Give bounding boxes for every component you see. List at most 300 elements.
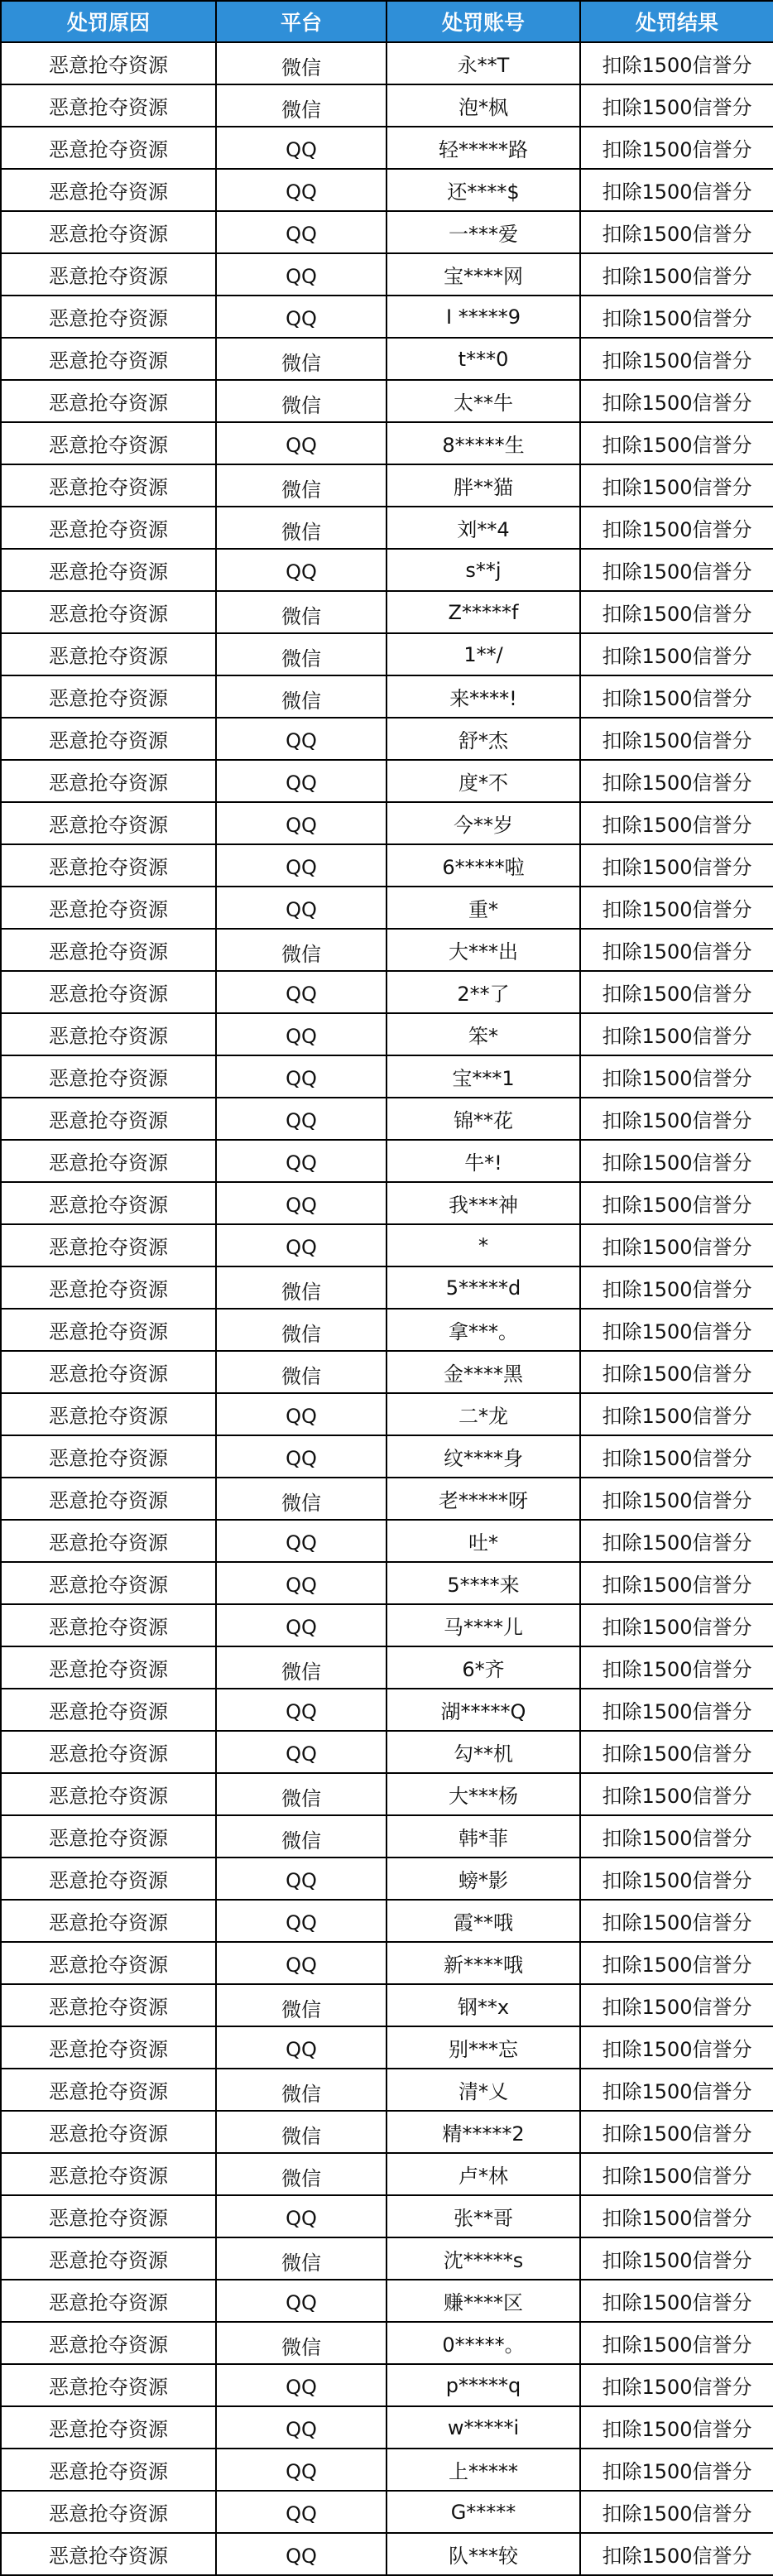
header-platform: 平台	[216, 1, 386, 42]
cell-result: 扣除1500信誉分	[580, 929, 773, 971]
table-row	[1, 1562, 773, 1604]
table-row	[1, 2280, 773, 2322]
cell-platform: QQ	[216, 760, 386, 802]
cell-result: 扣除1500信誉分	[580, 887, 773, 929]
cell-result: 扣除1500信誉分	[580, 2237, 773, 2280]
cell-account: 永**T	[386, 42, 580, 84]
cell-reason: 恶意抢夺资源	[1, 1055, 216, 1098]
cell-platform: 微信	[216, 1309, 386, 1351]
cell-result: 扣除1500信誉分	[580, 1351, 773, 1393]
cell-platform: QQ	[216, 1013, 386, 1055]
cell-platform: QQ	[216, 2364, 386, 2406]
cell-result: 扣除1500信誉分	[580, 42, 773, 84]
cell-result: 扣除1500信誉分	[580, 591, 773, 633]
table-row	[1, 1478, 773, 1520]
cell-platform: QQ	[216, 169, 386, 211]
cell-account: 5****来	[386, 1562, 580, 1604]
cell-account: *	[386, 1224, 580, 1266]
cell-account: 精*****2	[386, 2111, 580, 2153]
cell-reason: 恶意抢夺资源	[1, 887, 216, 929]
cell-platform: QQ	[216, 1393, 386, 1435]
table-row	[1, 2111, 773, 2153]
table-row	[1, 633, 773, 675]
cell-account: 一***爱	[386, 211, 580, 253]
table-row	[1, 1140, 773, 1182]
cell-platform: QQ	[216, 2491, 386, 2533]
cell-reason: 恶意抢夺资源	[1, 971, 216, 1013]
penalty-table-body	[1, 42, 773, 2575]
cell-account: 清*乂	[386, 2069, 580, 2111]
cell-result: 扣除1500信誉分	[580, 718, 773, 760]
cell-reason: 恶意抢夺资源	[1, 1098, 216, 1140]
table-row	[1, 380, 773, 422]
cell-platform: QQ	[216, 2026, 386, 2069]
cell-reason: 恶意抢夺资源	[1, 380, 216, 422]
cell-reason: 恶意抢夺资源	[1, 127, 216, 169]
table-row	[1, 1984, 773, 2026]
cell-reason: 恶意抢夺资源	[1, 1478, 216, 1520]
cell-platform: 微信	[216, 1646, 386, 1689]
cell-reason: 恶意抢夺资源	[1, 1520, 216, 1562]
cell-platform: QQ	[216, 1604, 386, 1646]
cell-reason: 恶意抢夺资源	[1, 2280, 216, 2322]
cell-platform: QQ	[216, 1435, 386, 1478]
cell-reason: 恶意抢夺资源	[1, 2069, 216, 2111]
table-row	[1, 929, 773, 971]
table-row	[1, 549, 773, 591]
cell-account: 湖*****Q	[386, 1689, 580, 1731]
table-row	[1, 1182, 773, 1224]
cell-account: t***0	[386, 338, 580, 380]
cell-account: 太**牛	[386, 380, 580, 422]
cell-reason: 恶意抢夺资源	[1, 42, 216, 84]
cell-account: 度*不	[386, 760, 580, 802]
cell-reason: 恶意抢夺资源	[1, 591, 216, 633]
table-row	[1, 507, 773, 549]
table-row	[1, 1942, 773, 1984]
cell-result: 扣除1500信誉分	[580, 1942, 773, 1984]
table-row	[1, 1351, 773, 1393]
cell-account: 今**岁	[386, 802, 580, 844]
cell-reason: 恶意抢夺资源	[1, 2026, 216, 2069]
table-row	[1, 844, 773, 887]
cell-result: 扣除1500信誉分	[580, 211, 773, 253]
table-row	[1, 253, 773, 296]
cell-result: 扣除1500信誉分	[580, 1435, 773, 1478]
cell-reason: 恶意抢夺资源	[1, 84, 216, 127]
cell-account: 轻*****路	[386, 127, 580, 169]
cell-account: 大***杨	[386, 1773, 580, 1815]
cell-platform: 微信	[216, 2069, 386, 2111]
cell-account: p*****q	[386, 2364, 580, 2406]
cell-reason: 恶意抢夺资源	[1, 1858, 216, 1900]
penalty-table-header	[1, 1, 773, 42]
cell-platform: QQ	[216, 2406, 386, 2449]
cell-reason: 恶意抢夺资源	[1, 1351, 216, 1393]
cell-account: 卢*林	[386, 2153, 580, 2195]
cell-result: 扣除1500信誉分	[580, 1815, 773, 1858]
cell-platform: QQ	[216, 2533, 386, 2575]
table-row	[1, 2449, 773, 2491]
cell-account: 马****儿	[386, 1604, 580, 1646]
cell-result: 扣除1500信誉分	[580, 633, 773, 675]
table-row	[1, 1815, 773, 1858]
table-row	[1, 1604, 773, 1646]
cell-result: 扣除1500信誉分	[580, 1858, 773, 1900]
cell-result: 扣除1500信誉分	[580, 1013, 773, 1055]
cell-result: 扣除1500信誉分	[580, 675, 773, 718]
cell-result: 扣除1500信誉分	[580, 1055, 773, 1098]
cell-reason: 恶意抢夺资源	[1, 2533, 216, 2575]
table-row	[1, 2153, 773, 2195]
table-row	[1, 2069, 773, 2111]
cell-reason: 恶意抢夺资源	[1, 1984, 216, 2026]
cell-reason: 恶意抢夺资源	[1, 929, 216, 971]
cell-account: 钢**x	[386, 1984, 580, 2026]
cell-account: 沈*****s	[386, 2237, 580, 2280]
cell-platform: QQ	[216, 1731, 386, 1773]
table-row	[1, 760, 773, 802]
header-reason: 处罚原因	[1, 1, 216, 42]
cell-account: 队***较	[386, 2533, 580, 2575]
cell-result: 扣除1500信誉分	[580, 127, 773, 169]
cell-account: 笨*	[386, 1013, 580, 1055]
cell-result: 扣除1500信誉分	[580, 507, 773, 549]
table-row	[1, 1013, 773, 1055]
cell-reason: 恶意抢夺资源	[1, 1689, 216, 1731]
cell-platform: QQ	[216, 1098, 386, 1140]
cell-reason: 恶意抢夺资源	[1, 1224, 216, 1266]
cell-platform: QQ	[216, 253, 386, 296]
cell-account: I *****9	[386, 296, 580, 338]
cell-platform: QQ	[216, 1055, 386, 1098]
table-row	[1, 1900, 773, 1942]
cell-result: 扣除1500信誉分	[580, 1140, 773, 1182]
cell-platform: QQ	[216, 422, 386, 464]
cell-result: 扣除1500信誉分	[580, 2322, 773, 2364]
table-row	[1, 1055, 773, 1098]
cell-result: 扣除1500信誉分	[580, 1224, 773, 1266]
cell-result: 扣除1500信誉分	[580, 2491, 773, 2533]
cell-result: 扣除1500信誉分	[580, 1646, 773, 1689]
cell-result: 扣除1500信誉分	[580, 844, 773, 887]
cell-result: 扣除1500信誉分	[580, 1098, 773, 1140]
cell-result: 扣除1500信誉分	[580, 169, 773, 211]
cell-platform: 微信	[216, 1351, 386, 1393]
cell-account: 重*	[386, 887, 580, 929]
cell-platform: QQ	[216, 844, 386, 887]
cell-reason: 恶意抢夺资源	[1, 844, 216, 887]
cell-account: 赚****区	[386, 2280, 580, 2322]
cell-reason: 恶意抢夺资源	[1, 802, 216, 844]
table-row	[1, 1224, 773, 1266]
cell-result: 扣除1500信誉分	[580, 464, 773, 507]
table-row	[1, 422, 773, 464]
cell-reason: 恶意抢夺资源	[1, 464, 216, 507]
cell-result: 扣除1500信誉分	[580, 2406, 773, 2449]
cell-account: 老*****呀	[386, 1478, 580, 1520]
table-row	[1, 2237, 773, 2280]
header-account: 处罚账号	[386, 1, 580, 42]
cell-platform: 微信	[216, 380, 386, 422]
cell-account: 5*****d	[386, 1266, 580, 1309]
cell-reason: 恶意抢夺资源	[1, 2406, 216, 2449]
cell-platform: 微信	[216, 1478, 386, 1520]
cell-account: Z*****f	[386, 591, 580, 633]
cell-reason: 恶意抢夺资源	[1, 338, 216, 380]
cell-platform: 微信	[216, 2322, 386, 2364]
cell-reason: 恶意抢夺资源	[1, 2322, 216, 2364]
cell-account: 8*****生	[386, 422, 580, 464]
cell-platform: 微信	[216, 1984, 386, 2026]
cell-platform: 微信	[216, 464, 386, 507]
cell-reason: 恶意抢夺资源	[1, 2449, 216, 2491]
table-row	[1, 591, 773, 633]
table-row	[1, 1309, 773, 1351]
cell-result: 扣除1500信誉分	[580, 1266, 773, 1309]
table-row	[1, 169, 773, 211]
cell-reason: 恶意抢夺资源	[1, 718, 216, 760]
cell-account: 二*龙	[386, 1393, 580, 1435]
table-row	[1, 1773, 773, 1815]
cell-account: 霞**哦	[386, 1900, 580, 1942]
cell-account: 螃*影	[386, 1858, 580, 1900]
cell-platform: QQ	[216, 2449, 386, 2491]
cell-platform: 微信	[216, 84, 386, 127]
cell-reason: 恶意抢夺资源	[1, 2195, 216, 2237]
cell-reason: 恶意抢夺资源	[1, 1900, 216, 1942]
cell-result: 扣除1500信誉分	[580, 760, 773, 802]
table-row	[1, 2406, 773, 2449]
cell-platform: 微信	[216, 675, 386, 718]
cell-result: 扣除1500信誉分	[580, 802, 773, 844]
cell-reason: 恶意抢夺资源	[1, 1815, 216, 1858]
cell-platform: 微信	[216, 2153, 386, 2195]
table-row	[1, 296, 773, 338]
cell-account: 泡*枫	[386, 84, 580, 127]
cell-result: 扣除1500信誉分	[580, 1520, 773, 1562]
table-row	[1, 1393, 773, 1435]
cell-result: 扣除1500信誉分	[580, 2449, 773, 2491]
cell-account: 别***忘	[386, 2026, 580, 2069]
cell-reason: 恶意抢夺资源	[1, 675, 216, 718]
table-row	[1, 338, 773, 380]
cell-result: 扣除1500信誉分	[580, 2069, 773, 2111]
cell-result: 扣除1500信誉分	[580, 1182, 773, 1224]
cell-platform: QQ	[216, 296, 386, 338]
cell-platform: QQ	[216, 718, 386, 760]
cell-reason: 恶意抢夺资源	[1, 1309, 216, 1351]
header-result: 处罚结果	[580, 1, 773, 42]
cell-platform: QQ	[216, 1182, 386, 1224]
cell-platform: 微信	[216, 507, 386, 549]
cell-platform: QQ	[216, 1942, 386, 1984]
cell-reason: 恶意抢夺资源	[1, 1773, 216, 1815]
cell-platform: QQ	[216, 971, 386, 1013]
table-row	[1, 1098, 773, 1140]
header-row	[1, 1, 773, 42]
cell-result: 扣除1500信誉分	[580, 84, 773, 127]
cell-result: 扣除1500信誉分	[580, 1773, 773, 1815]
table-row	[1, 971, 773, 1013]
table-row	[1, 2364, 773, 2406]
cell-reason: 恶意抢夺资源	[1, 1942, 216, 1984]
table-row	[1, 1520, 773, 1562]
cell-reason: 恶意抢夺资源	[1, 169, 216, 211]
cell-platform: QQ	[216, 1140, 386, 1182]
cell-reason: 恶意抢夺资源	[1, 2364, 216, 2406]
cell-platform: 微信	[216, 338, 386, 380]
cell-result: 扣除1500信誉分	[580, 1604, 773, 1646]
cell-account: 拿***。	[386, 1309, 580, 1351]
cell-account: s**j	[386, 549, 580, 591]
cell-result: 扣除1500信誉分	[580, 253, 773, 296]
cell-account: 新****哦	[386, 1942, 580, 1984]
cell-account: 2**了	[386, 971, 580, 1013]
cell-platform: QQ	[216, 211, 386, 253]
table-row	[1, 2491, 773, 2533]
cell-account: 上*****	[386, 2449, 580, 2491]
cell-account: 韩*菲	[386, 1815, 580, 1858]
cell-reason: 恶意抢夺资源	[1, 1435, 216, 1478]
cell-result: 扣除1500信誉分	[580, 971, 773, 1013]
cell-account: G*****	[386, 2491, 580, 2533]
cell-reason: 恶意抢夺资源	[1, 2153, 216, 2195]
cell-reason: 恶意抢夺资源	[1, 507, 216, 549]
cell-reason: 恶意抢夺资源	[1, 1393, 216, 1435]
cell-platform: 微信	[216, 42, 386, 84]
cell-reason: 恶意抢夺资源	[1, 1604, 216, 1646]
cell-account: 张**哥	[386, 2195, 580, 2237]
cell-platform: 微信	[216, 2237, 386, 2280]
cell-platform: QQ	[216, 1562, 386, 1604]
cell-result: 扣除1500信誉分	[580, 1689, 773, 1731]
table-row	[1, 2026, 773, 2069]
cell-result: 扣除1500信誉分	[580, 2364, 773, 2406]
table-row	[1, 127, 773, 169]
cell-account: 胖**猫	[386, 464, 580, 507]
cell-platform: 微信	[216, 591, 386, 633]
table-row	[1, 802, 773, 844]
cell-result: 扣除1500信誉分	[580, 380, 773, 422]
cell-account: 勾**机	[386, 1731, 580, 1773]
table-row	[1, 1731, 773, 1773]
cell-platform: 微信	[216, 1773, 386, 1815]
cell-account: 宝****网	[386, 253, 580, 296]
cell-platform: 微信	[216, 1266, 386, 1309]
cell-platform: QQ	[216, 802, 386, 844]
cell-reason: 恶意抢夺资源	[1, 2237, 216, 2280]
cell-account: 吐*	[386, 1520, 580, 1562]
cell-reason: 恶意抢夺资源	[1, 633, 216, 675]
cell-account: 牛*!	[386, 1140, 580, 1182]
cell-account: 1**/	[386, 633, 580, 675]
cell-platform: 微信	[216, 929, 386, 971]
cell-account: w*****i	[386, 2406, 580, 2449]
cell-platform: QQ	[216, 1900, 386, 1942]
cell-result: 扣除1500信誉分	[580, 2195, 773, 2237]
cell-reason: 恶意抢夺资源	[1, 1140, 216, 1182]
cell-platform: QQ	[216, 127, 386, 169]
table-row	[1, 464, 773, 507]
cell-platform: QQ	[216, 1520, 386, 1562]
table-row	[1, 1435, 773, 1478]
cell-account: 0*****。	[386, 2322, 580, 2364]
cell-result: 扣除1500信誉分	[580, 422, 773, 464]
cell-result: 扣除1500信誉分	[580, 1900, 773, 1942]
cell-account: 大***出	[386, 929, 580, 971]
cell-account: 6*****啦	[386, 844, 580, 887]
cell-reason: 恶意抢夺资源	[1, 760, 216, 802]
cell-platform: QQ	[216, 1689, 386, 1731]
cell-result: 扣除1500信誉分	[580, 1731, 773, 1773]
cell-reason: 恶意抢夺资源	[1, 296, 216, 338]
cell-result: 扣除1500信誉分	[580, 296, 773, 338]
cell-result: 扣除1500信誉分	[580, 1984, 773, 2026]
cell-account: 来****!	[386, 675, 580, 718]
table-row	[1, 2195, 773, 2237]
cell-account: 我***神	[386, 1182, 580, 1224]
cell-account: 纹****身	[386, 1435, 580, 1478]
table-row	[1, 887, 773, 929]
cell-result: 扣除1500信誉分	[580, 2280, 773, 2322]
table-row	[1, 42, 773, 84]
table-row	[1, 2322, 773, 2364]
cell-result: 扣除1500信誉分	[580, 2153, 773, 2195]
cell-account: 刘**4	[386, 507, 580, 549]
cell-reason: 恶意抢夺资源	[1, 422, 216, 464]
cell-reason: 恶意抢夺资源	[1, 253, 216, 296]
table-row	[1, 1858, 773, 1900]
cell-result: 扣除1500信誉分	[580, 549, 773, 591]
cell-reason: 恶意抢夺资源	[1, 211, 216, 253]
cell-reason: 恶意抢夺资源	[1, 1646, 216, 1689]
table-row	[1, 1646, 773, 1689]
cell-result: 扣除1500信誉分	[580, 2111, 773, 2153]
cell-platform: 微信	[216, 633, 386, 675]
cell-reason: 恶意抢夺资源	[1, 1562, 216, 1604]
table-row	[1, 1266, 773, 1309]
cell-account: 金****黑	[386, 1351, 580, 1393]
cell-platform: QQ	[216, 549, 386, 591]
cell-reason: 恶意抢夺资源	[1, 1266, 216, 1309]
cell-platform: 微信	[216, 2111, 386, 2153]
cell-platform: QQ	[216, 2280, 386, 2322]
cell-reason: 恶意抢夺资源	[1, 2111, 216, 2153]
cell-result: 扣除1500信誉分	[580, 1478, 773, 1520]
table-row	[1, 1689, 773, 1731]
cell-account: 6*齐	[386, 1646, 580, 1689]
table-row	[1, 84, 773, 127]
cell-reason: 恶意抢夺资源	[1, 2491, 216, 2533]
cell-reason: 恶意抢夺资源	[1, 549, 216, 591]
cell-account: 舒*杰	[386, 718, 580, 760]
cell-reason: 恶意抢夺资源	[1, 1731, 216, 1773]
cell-platform: QQ	[216, 887, 386, 929]
cell-result: 扣除1500信誉分	[580, 1393, 773, 1435]
cell-account: 宝***1	[386, 1055, 580, 1098]
cell-platform: QQ	[216, 2195, 386, 2237]
cell-result: 扣除1500信誉分	[580, 2026, 773, 2069]
cell-platform: QQ	[216, 1224, 386, 1266]
cell-account: 还****$	[386, 169, 580, 211]
table-row	[1, 675, 773, 718]
table-row	[1, 2533, 773, 2575]
cell-result: 扣除1500信誉分	[580, 1562, 773, 1604]
cell-account: 锦**花	[386, 1098, 580, 1140]
cell-result: 扣除1500信誉分	[580, 2533, 773, 2575]
cell-result: 扣除1500信誉分	[580, 338, 773, 380]
